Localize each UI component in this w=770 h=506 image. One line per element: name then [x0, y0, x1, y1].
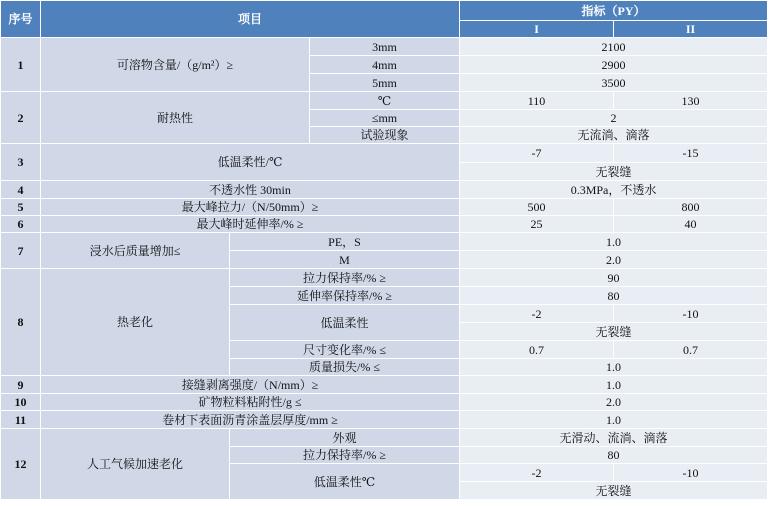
row-6-value-i: 25	[460, 216, 614, 233]
row-8-sub-label: 低温柔性	[230, 305, 460, 341]
row-6-value-ii: 40	[614, 216, 768, 233]
row-8-sub-label: 拉力保持率/% ≥	[230, 269, 460, 287]
row-11-item: 卷材下表面沥青涂盖层厚度/mm ≥	[41, 411, 460, 429]
row-6-item: 最大峰时延伸率/% ≥	[41, 216, 460, 233]
row-12-sub-label: 低温柔性℃	[230, 464, 460, 500]
row-11-no: 11	[1, 411, 41, 429]
row-8-value-i: -2	[460, 305, 614, 323]
header-item: 项目	[41, 1, 460, 38]
row-12-note: 无裂缝	[460, 482, 768, 500]
row-1-sub-value: 3500	[460, 74, 768, 92]
row-7-sub-value: 2.0	[460, 251, 768, 269]
row-8-value-ii: -10	[614, 305, 768, 323]
row-3-value-i: -7	[460, 144, 614, 163]
row-8-value-i: 0.7	[460, 341, 614, 359]
row-12-item: 人工气候加速老化	[41, 429, 230, 500]
row-12-sub-label: 外观	[230, 429, 460, 447]
row-8-sub-label: 尺寸变化率/% ≤	[230, 341, 460, 359]
row-9-no: 9	[1, 376, 41, 394]
row-1-sub-label: 4mm	[310, 56, 460, 74]
row-1-sub-label: 5mm	[310, 74, 460, 92]
row-5-value-ii: 800	[614, 199, 768, 216]
row-7-sub-label: PE，S	[230, 233, 460, 251]
row-12-value-i: -2	[460, 464, 614, 482]
row-2-sub-label: ℃	[310, 92, 460, 110]
row-1-sub-label: 3mm	[310, 38, 460, 56]
row-7-sub-value: 1.0	[460, 233, 768, 251]
row-2-sub-value: 无流淌、滴落	[460, 127, 768, 144]
row-2-item: 耐热性	[41, 92, 310, 144]
header-index: 指标（PY）	[460, 1, 768, 21]
row-8-no: 8	[1, 269, 41, 376]
row-12-value-ii: -10	[614, 464, 768, 482]
row-3-no: 3	[1, 144, 41, 181]
row-8-sub-label: 质量损失/% ≤	[230, 359, 460, 376]
row-12-sub-value: 80	[460, 447, 768, 464]
row-4-no: 4	[1, 181, 41, 199]
row-9-value: 1.0	[460, 376, 768, 394]
row-8-note: 无裂缝	[460, 323, 768, 341]
row-1-no: 1	[1, 38, 41, 92]
row-2-value-ii: 130	[614, 92, 768, 110]
row-3-value-ii: -15	[614, 144, 768, 163]
header-no: 序号	[1, 1, 41, 38]
row-8-sub-value: 80	[460, 287, 768, 305]
row-12-sub-value: 无滑动、流淌、滴落	[460, 429, 768, 447]
row-5-no: 5	[1, 199, 41, 216]
row-7-sub-label: M	[230, 251, 460, 269]
row-7-item: 浸水后质量增加≤	[41, 233, 230, 269]
row-8-value-ii: 0.7	[614, 341, 768, 359]
row-2-sub-label: ≤mm	[310, 110, 460, 127]
row-6-no: 6	[1, 216, 41, 233]
row-10-value: 2.0	[460, 394, 768, 411]
row-9-item: 接缝剥离强度/（N/mm）≥	[41, 376, 460, 394]
row-8-sub-value: 90	[460, 269, 768, 287]
row-12-no: 12	[1, 429, 41, 500]
row-1-item: 可溶物含量/（g/m²）≥	[41, 38, 310, 92]
row-5-value-i: 500	[460, 199, 614, 216]
row-8-item: 热老化	[41, 269, 230, 376]
row-10-no: 10	[1, 394, 41, 411]
row-8-sub-value: 1.0	[460, 359, 768, 376]
row-3-note: 无裂缝	[460, 163, 768, 181]
header-col-ii: II	[614, 21, 768, 38]
row-2-sub-value: 2	[460, 110, 768, 127]
row-12-sub-label: 拉力保持率/% ≥	[230, 447, 460, 464]
row-4-value: 0.3MPa，不透水	[460, 181, 768, 199]
row-10-item: 矿物粒料粘附性/g ≤	[41, 394, 460, 411]
row-8-sub-label: 延伸率保持率/% ≥	[230, 287, 460, 305]
row-1-sub-value: 2100	[460, 38, 768, 56]
header-col-i: I	[460, 21, 614, 38]
row-1-sub-value: 2900	[460, 56, 768, 74]
row-2-no: 2	[1, 92, 41, 144]
row-3-item: 低温柔性/℃	[41, 144, 460, 181]
row-11-value: 1.0	[460, 411, 768, 429]
row-7-no: 7	[1, 233, 41, 269]
row-4-item: 不透水性 30min	[41, 181, 460, 199]
row-5-item: 最大峰拉力/（N/50mm）≥	[41, 199, 460, 216]
row-2-sub-label: 试验现象	[310, 127, 460, 144]
row-2-value-i: 110	[460, 92, 614, 110]
